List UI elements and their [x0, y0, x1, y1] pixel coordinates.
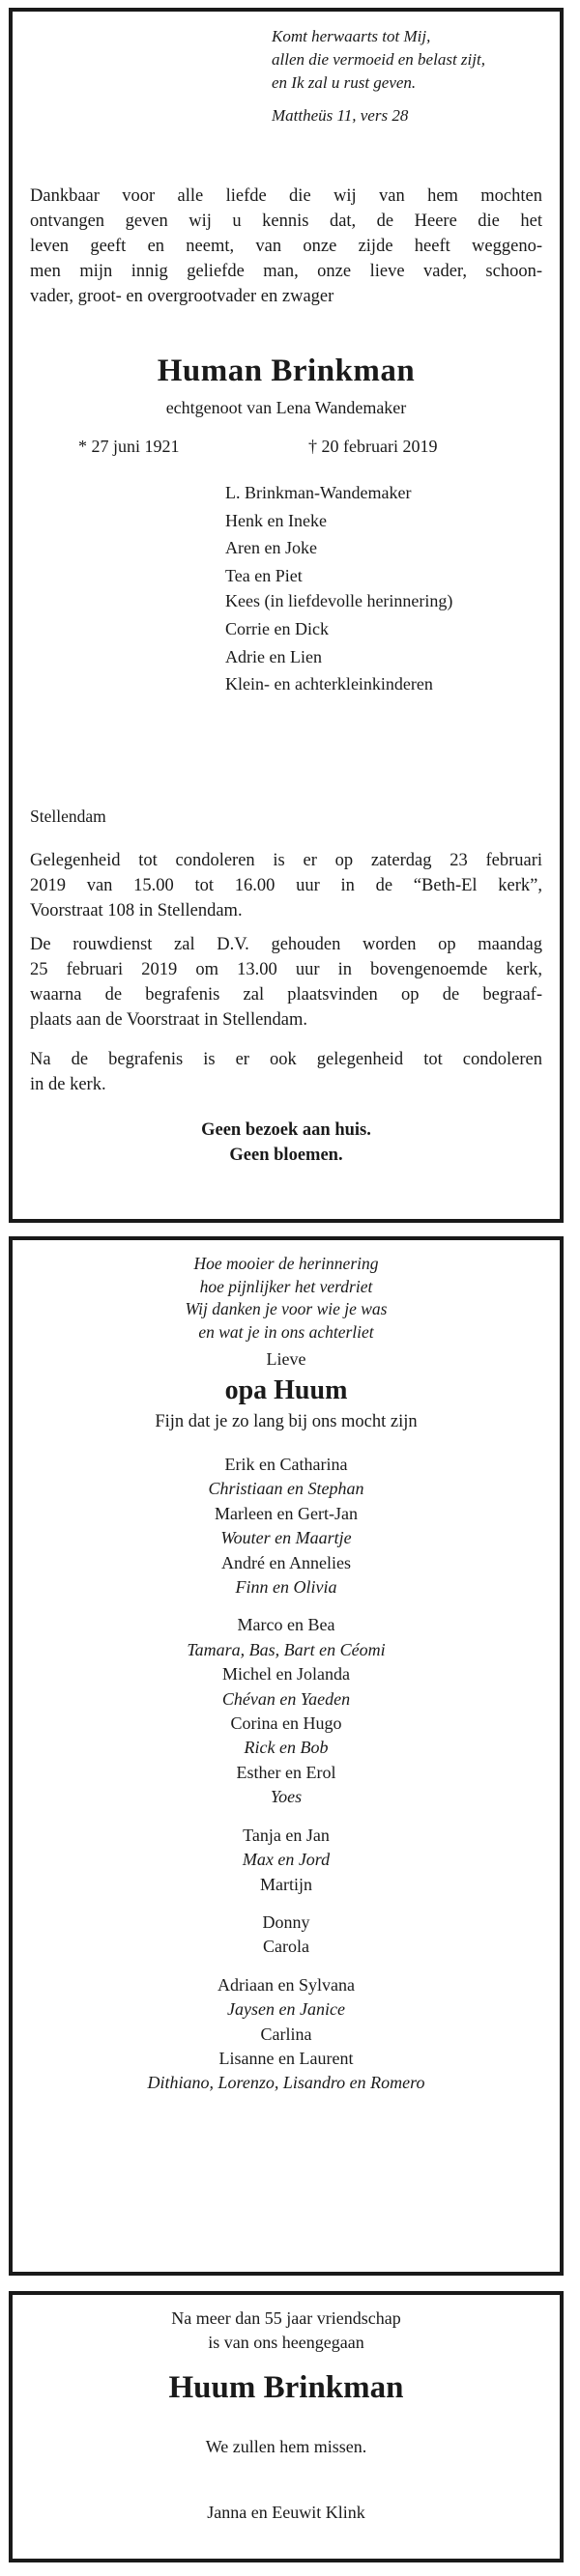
- message-line: Fijn dat je zo lang bij ons mocht zijn: [155, 1412, 418, 1431]
- family-member: Kees (in liefdevolle herinnering): [225, 591, 453, 611]
- paragraph-line: plaats aan de Voorstraat in Stellendam.: [30, 1010, 308, 1030]
- death-date: † 20 februari 2019: [308, 437, 438, 456]
- verse-reference: Mattheüs 11, vers 28: [272, 106, 409, 125]
- verse-line: en Ik zal u rust geven.: [272, 73, 417, 92]
- birth-date: * 27 juni 1921: [78, 437, 180, 456]
- family-member: André en Annelies: [221, 1552, 351, 1572]
- friendship-text: [13, 2307, 560, 2355]
- verse-line: Komt herwaarts tot Mij,: [272, 27, 431, 45]
- paragraph-line: 25 februari 2019 om 13.00 uur in bovengenoemde kerk,: [30, 960, 542, 979]
- intro-text: [30, 184, 542, 309]
- family-group: [13, 1453, 560, 1599]
- family-member: Martijn: [260, 1874, 312, 1894]
- poem: [13, 1253, 560, 1344]
- paragraph-line: in de kerk.: [30, 1075, 106, 1094]
- family-member: Donny: [262, 1911, 310, 1932]
- verse-line: allen die vermoeid en belast zijt,: [272, 50, 485, 69]
- grandchildren-names: Finn en Olivia: [235, 1577, 337, 1598]
- spouse-line: echtgenoot van Lena Wandemaker: [165, 398, 407, 417]
- paragraph-line: Gelegenheid tot condoleren is er op zaterdag 23 februari: [30, 851, 542, 870]
- friendship-line: Na meer dan 55 jaar vriendschap: [171, 2308, 401, 2328]
- grandchildren-names: Tamara, Bas, Bart en Céomi: [187, 1639, 386, 1659]
- family-member: L. Brinkman-Wandemaker: [225, 483, 412, 502]
- grandchildren-names: Dithiano, Lorenzo, Lisandro en Romero: [147, 2073, 425, 2093]
- friendship-line: is van ons heengegaan: [208, 2333, 364, 2352]
- family-member: Aren en Joke: [225, 538, 317, 558]
- family-member: Klein- en achterkleinkinderen: [225, 674, 433, 694]
- paragraph-line: Na de begrafenis is er ook gelegenheid tot condoleren: [30, 1050, 542, 1069]
- deceased-name: Human Brinkman: [157, 354, 416, 388]
- place-line: Stellendam: [30, 807, 106, 826]
- salutation: Lieve: [266, 1349, 306, 1369]
- paragraph-line: waarna de begrafenis zal plaatsvinden op de begraaf-: [30, 985, 542, 1005]
- addressee-name: opa Huum: [224, 1375, 348, 1405]
- condolence-paragraph: [30, 848, 542, 923]
- family-group: [13, 1613, 560, 1809]
- grandchildren-names: Chévan en Yaeden: [221, 1688, 351, 1709]
- family-member: Michel en Jolanda: [222, 1664, 350, 1684]
- family-member: Carlina: [260, 2024, 312, 2044]
- family-member: Corina en Hugo: [230, 1713, 342, 1734]
- family-member: Tanja en Jan: [243, 1825, 330, 1845]
- intro-line: leven geeft en neemt, van onze zijde heeft weggeno-: [30, 237, 542, 256]
- family-member: Adrie en Lien: [225, 646, 322, 666]
- intro-line: vader, groot- en overgrootvader en zwager: [30, 287, 334, 306]
- family-member: Tea en Piet: [225, 565, 303, 585]
- intro-line: ontvangen geven wij u kennis dat, de Heere die het: [30, 212, 542, 231]
- family-member: Esther en Erol: [236, 1762, 336, 1782]
- paragraph-line: Voorstraat 108 in Stellendam.: [30, 901, 243, 920]
- grandchildren-names: Rick en Bob: [244, 1738, 329, 1758]
- death-notice-friends: [9, 2291, 564, 2562]
- intro-line: Dankbaar voor alle liefde die wij van hem mochten: [30, 186, 542, 206]
- family-group: [13, 1911, 560, 1960]
- intro-line: men mijn innig geliefde man, onze lieve vader, schoon-: [30, 262, 542, 281]
- grandchildren-names: Christiaan en Stephan: [208, 1479, 364, 1499]
- paragraph-line: De rouwdienst zal D.V. gehouden worden op maandag: [30, 935, 542, 954]
- grandchildren-names: Yoes: [270, 1787, 303, 1807]
- grandchildren-names: Wouter en Maartje: [220, 1528, 352, 1548]
- poem-line: Hoe mooier de herinnering: [193, 1254, 379, 1273]
- death-notice-grandchildren: [9, 1236, 564, 2276]
- family-group: [13, 1824, 560, 1897]
- family-member: Marleen en Gert-Jan: [215, 1503, 358, 1523]
- family-member: Carola: [263, 1937, 309, 1957]
- family-member: Lisanne en Laurent: [218, 2048, 354, 2068]
- bible-verse: [272, 25, 485, 127]
- poem-line: en wat je in ons achterliet: [198, 1321, 374, 1342]
- poem-line: hoe pijnlijker het verdriet: [199, 1276, 373, 1296]
- closing-line: Geen bezoek aan huis.: [201, 1120, 371, 1140]
- grandchildren-names: Max en Jord: [242, 1850, 331, 1870]
- family-list: [225, 480, 452, 697]
- poem-line: Wij danken je voor wie je was: [185, 1299, 388, 1318]
- family-member: Erik en Catharina: [224, 1455, 348, 1474]
- family-member: Henk en Ineke: [225, 510, 327, 530]
- service-paragraph: [30, 932, 542, 1033]
- family-member: Corrie en Dick: [225, 618, 329, 638]
- family-member: Adriaan en Sylvana: [218, 1974, 355, 1995]
- miss-line: We zullen hem missen.: [205, 2437, 367, 2456]
- paragraph-line: 2019 van 15.00 tot 16.00 uur in de “Beth-El kerk”,: [30, 876, 542, 895]
- family-group: [13, 1973, 560, 2096]
- deceased-name: Huum Brinkman: [168, 2370, 404, 2405]
- grandchildren-list: [13, 1453, 560, 2109]
- closing-line: Geen bloemen.: [229, 1146, 343, 1165]
- grandchildren-names: Jaysen en Janice: [227, 1999, 345, 2020]
- death-notice-family: [9, 8, 564, 1223]
- signature-line: Janna en Eeuwit Klink: [207, 2503, 365, 2522]
- family-member: Marco en Bea: [237, 1615, 335, 1635]
- after-burial-paragraph: [30, 1047, 542, 1097]
- closing-lines: [13, 1118, 560, 1168]
